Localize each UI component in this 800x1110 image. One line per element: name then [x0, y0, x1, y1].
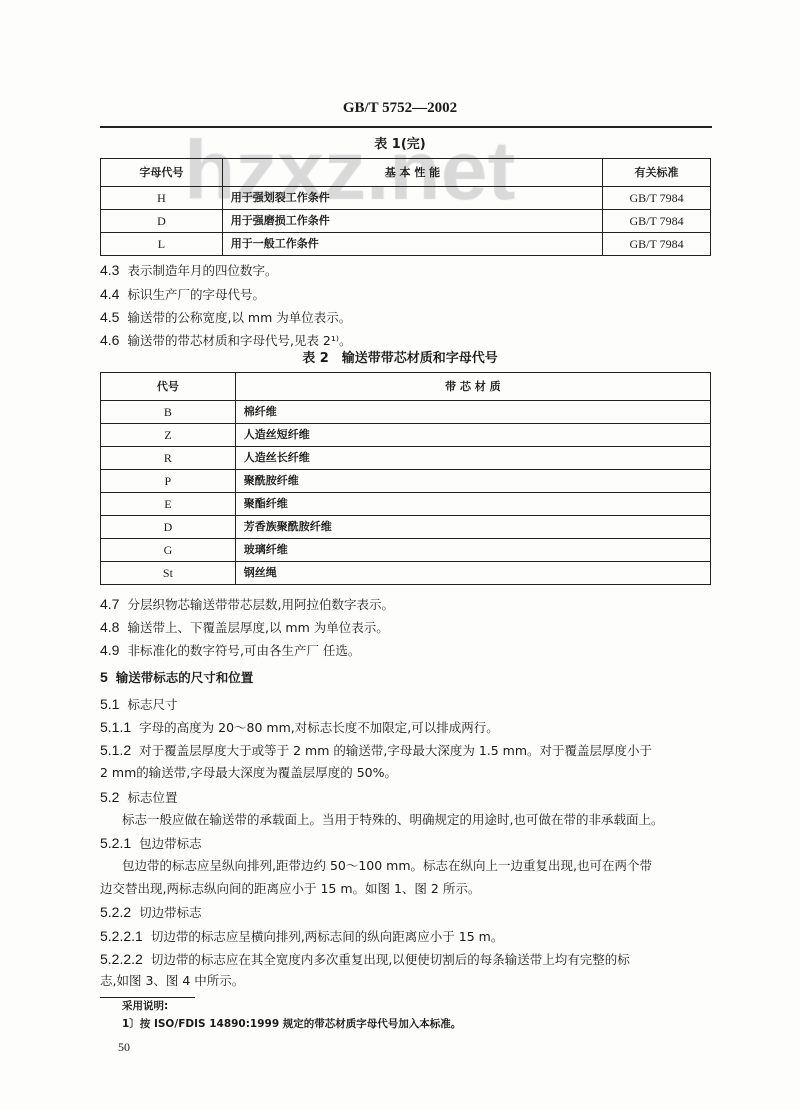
table-row [101, 187, 711, 210]
clause-4-7: 4.7 分层织物芯输送带带芯层数,用阿拉伯数字表示。 [100, 596, 394, 612]
clause-5-2-1-paragraph: 包边带的标志应呈纵向排列,距带边约 50～100 mm。标志在纵向上一边重复出现,也可在两个带 [122, 858, 653, 873]
clause-5-2-1: 5.2.1 包边带标志 [100, 835, 202, 851]
table-row [101, 401, 711, 424]
table2 [100, 372, 711, 585]
clause-5-2-2-1: 5.2.2.1 切边带的标志应呈横向排列,两标志间的纵向距离应小于 15 m。 [100, 928, 504, 944]
column-header: 字母代号 [101, 159, 223, 187]
description-cell: 聚酯纤维 [235, 493, 710, 516]
footnote-rule [100, 997, 195, 998]
code-cell: H [101, 187, 223, 210]
clause-4-9: 4.9 非标准化的数字符号,可由各生产厂 任选。 [100, 642, 361, 658]
description-cell: 钢丝绳 [235, 562, 710, 585]
description-cell: 人造丝长纤维 [235, 447, 710, 470]
footnote-title: 采用说明: [122, 1000, 169, 1012]
code-cell: D [101, 210, 223, 233]
section-5-heading: 5 输送带标志的尺寸和位置 [100, 669, 254, 685]
clause-4-6: 4.6 输送带的带芯材质和字母代号,见表 2¹⁾。 [100, 332, 352, 348]
code-cell: P [101, 470, 236, 493]
clause-5-1-2-cont: 2 mm的输送带,字母最大深度为覆盖层厚度的 50%。 [100, 765, 398, 780]
clause-5-2-2: 5.2.2 切边带标志 [100, 904, 202, 920]
clause-4-4: 4.4 标识生产厂的字母代号。 [100, 286, 265, 302]
standard-cell: GB/T 7984 [603, 210, 711, 233]
description-cell: 用于一般工作条件 [222, 233, 602, 256]
code-cell: E [101, 493, 236, 516]
description-cell: 棉纤维 [235, 401, 710, 424]
table-row [101, 233, 711, 256]
header-rule [100, 126, 712, 128]
code-cell: G [101, 539, 236, 562]
table-row [101, 470, 711, 493]
clause-5-2-2-2: 5.2.2.2 切边带的标志应在其全宽度内多次重复出现,以便使切割后的每条输送带上均有完整的标 [100, 951, 630, 967]
standard-code-header: GB/T 5752—2002 [342, 100, 458, 116]
column-header: 带 芯 材 质 [235, 373, 710, 401]
page-number: 50 [118, 1040, 130, 1054]
column-header: 有关标准 [603, 159, 711, 187]
clause-5-2: 5.2 标志位置 [100, 789, 178, 805]
footnote-text: 1〕按 ISO/FDIS 14890:1999 规定的带芯材质字母代号加入本标准。 [122, 1018, 462, 1030]
clause-5-2-paragraph: 标志一般应做在输送带的承载面上。当用于特殊的、明确规定的用途时,也可做在带的非承载面上。 [122, 812, 664, 827]
clause-5-1-1: 5.1.1 字母的高度为 20～80 mm,对标志长度不加限定,可以排成两行。 [100, 719, 499, 735]
code-cell: B [101, 401, 236, 424]
table-row [101, 516, 711, 539]
standard-cell: GB/T 7984 [603, 233, 711, 256]
table-header-row [101, 159, 711, 187]
clause-5-2-1-cont: 边交替出现,两标志纵向间的距离应小于 15 m。如图 1、图 2 所示。 [100, 881, 481, 896]
clause-5-1: 5.1 标志尺寸 [100, 696, 178, 712]
table-row [101, 493, 711, 516]
table-row [101, 447, 711, 470]
code-cell: R [101, 447, 236, 470]
clause-4-3: 4.3 表示制造年月的四位数字。 [100, 262, 278, 278]
table1 [100, 158, 711, 256]
table-row [101, 562, 711, 585]
table-row [101, 539, 711, 562]
code-cell: Z [101, 424, 236, 447]
description-cell: 聚酰胺纤维 [235, 470, 710, 493]
clause-5-1-2: 5.1.2 对于覆盖层厚度大于或等于 2 mm 的输送带,字母最大深度为 1.5 mm。对于覆盖层厚度小于 [100, 742, 653, 758]
table1-caption: 表 1(完) [374, 137, 426, 152]
description-cell: 用于强划裂工作条件 [222, 187, 602, 210]
standard-cell: GB/T 7984 [603, 187, 711, 210]
table-header-row [101, 373, 711, 401]
code-cell: St [101, 562, 236, 585]
table2-caption: 表 2 输送带带芯材质和字母代号 [302, 351, 498, 366]
clause-4-5: 4.5 输送带的公称宽度,以 mm 为单位表示。 [100, 309, 352, 325]
column-header: 代号 [101, 373, 236, 401]
clause-4-8: 4.8 输送带上、下覆盖层厚度,以 mm 为单位表示。 [100, 619, 389, 635]
code-cell: D [101, 516, 236, 539]
description-cell: 玻璃纤维 [235, 539, 710, 562]
table-row [101, 210, 711, 233]
clause-5-2-2-2-cont: 志,如图 3、图 4 中所示。 [100, 973, 245, 988]
description-cell: 芳香族聚酰胺纤维 [235, 516, 710, 539]
description-cell: 用于强磨损工作条件 [222, 210, 602, 233]
column-header: 基 本 性 能 [222, 159, 602, 187]
table-row [101, 424, 711, 447]
code-cell: L [101, 233, 223, 256]
description-cell: 人造丝短纤维 [235, 424, 710, 447]
